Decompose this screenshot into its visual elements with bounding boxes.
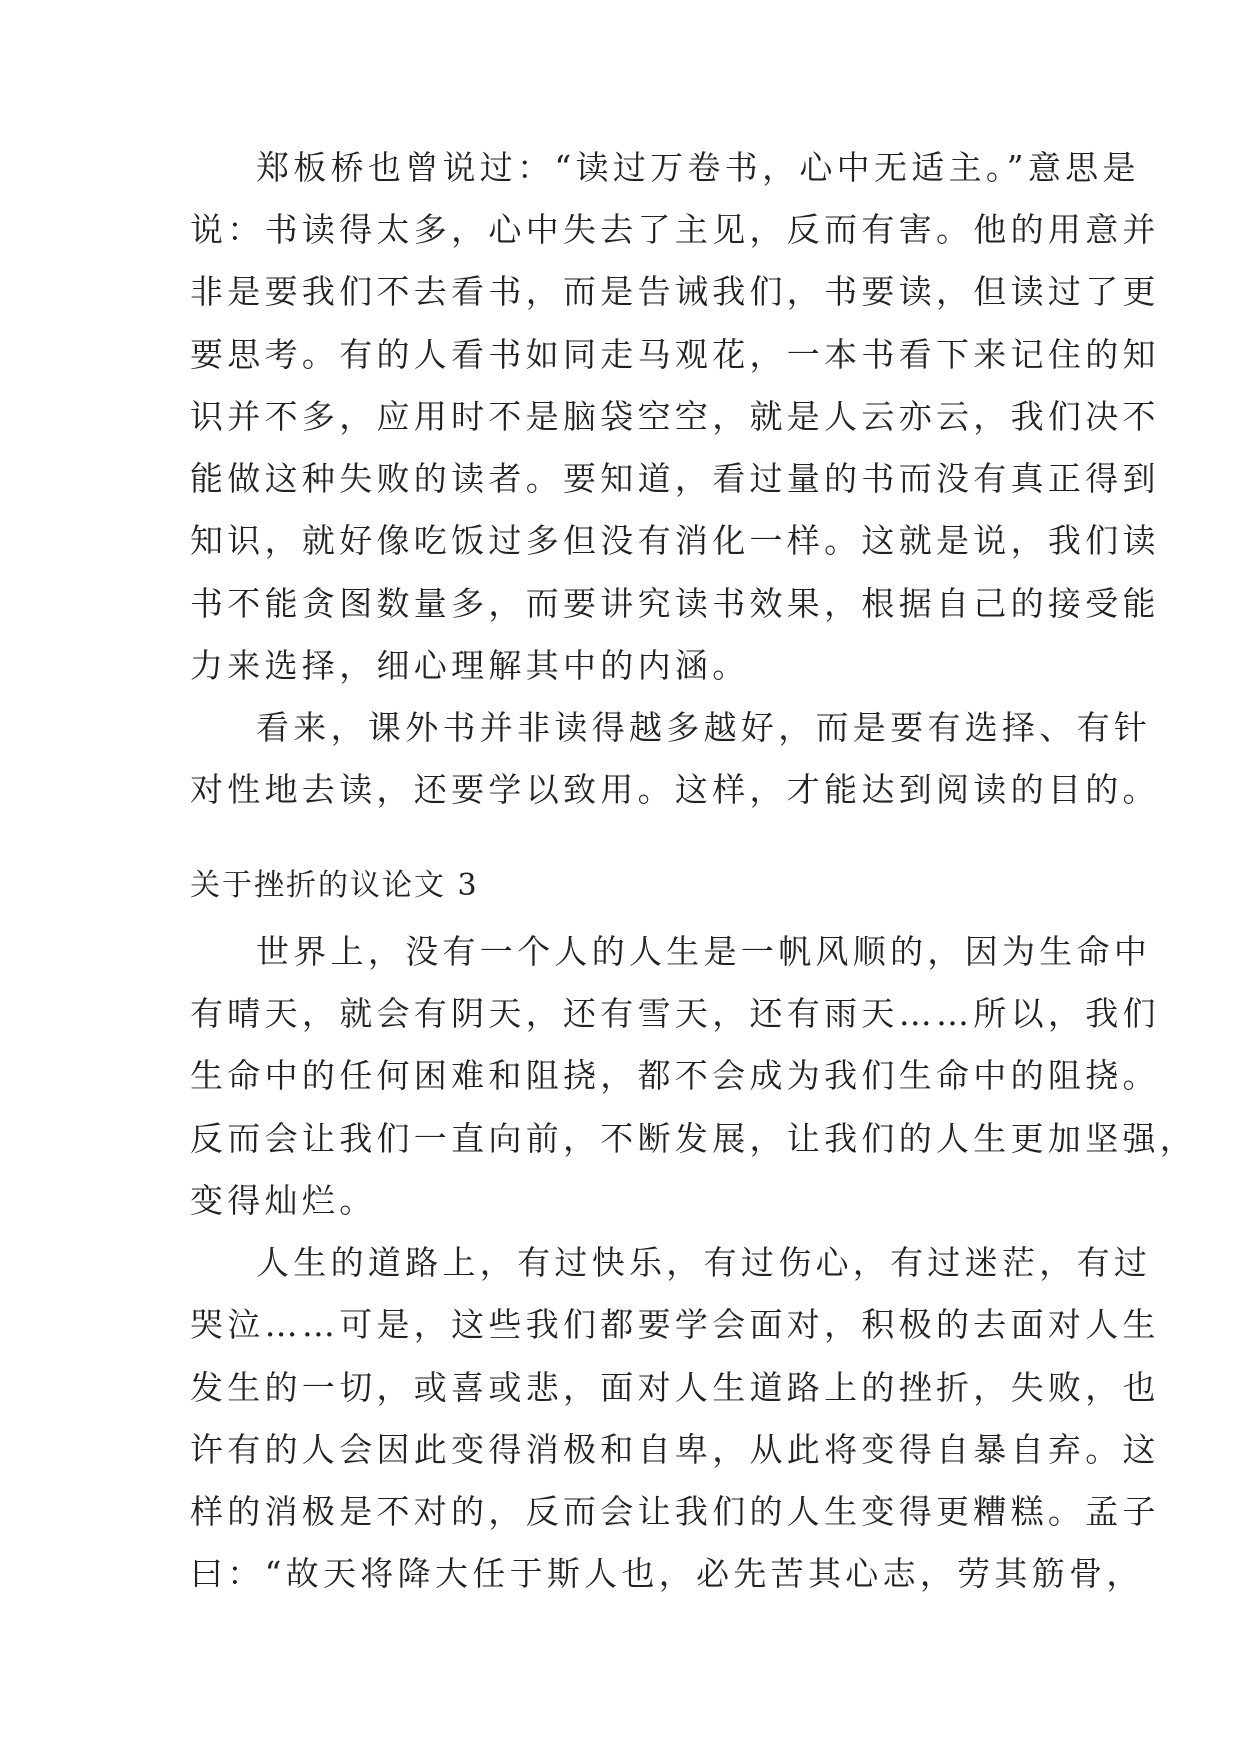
paragraph-line: 人生的道路上，有过快乐，有过伤心，有过迷茫，有过: [256, 1243, 1152, 1282]
paragraph-line: 有晴天，就会有阴天，还有雪天，还有雨天……所以，我们: [190, 994, 1160, 1033]
paragraph-line: 说：书读得太多，心中失去了主见，反而有害。他的用意并: [190, 210, 1160, 249]
paragraph-line: 样的消极是不对的，反而会让我们的人生变得更糟糕。孟子: [190, 1492, 1160, 1531]
paragraph-line: 非是要我们不去看书，而是告诫我们，书要读，但读过了更: [190, 272, 1160, 311]
paragraph-line: 曰：“故天将降大任于斯人也，必先苦其心志，劳其筋骨，: [190, 1554, 1144, 1593]
paragraph-line: 力来选择，细心理解其中的内涵。: [190, 646, 750, 685]
paragraph-line: 书不能贪图数量多，而要讲究读书效果，根据自己的接受能: [190, 584, 1160, 623]
paragraph-line: 许有的人会因此变得消极和自卑，从此将变得自暴自弃。这: [190, 1430, 1160, 1469]
paragraph-line: 变得灿烂。: [190, 1181, 377, 1220]
paragraph-line: 要思考。有的人看书如同走马观花，一本书看下来记住的知: [190, 335, 1160, 374]
paragraph-line: 反而会让我们一直向前，不断发展，让我们的人生更加坚强，: [190, 1119, 1198, 1158]
paragraph-line: 能做这种失败的读者。要知道，看过量的书而没有真正得到: [190, 459, 1160, 498]
paragraph-line: 发生的一切，或喜或悲，面对人生道路上的挫折，失败，也: [190, 1368, 1160, 1407]
paragraph-line: 知识，就好像吃饭过多但没有消化一样。这就是说，我们读: [190, 521, 1160, 560]
paragraph-line: 哭泣……可是，这些我们都要学会面对，积极的去面对人生: [190, 1305, 1160, 1344]
paragraph-line: 对性地去读，还要学以致用。这样，才能达到阅读的目的。: [190, 770, 1160, 809]
paragraph-line: 识并不多，应用时不是脑袋空空，就是人云亦云，我们决不: [190, 397, 1160, 436]
paragraph-line: 生命中的任何困难和阻挠，都不会成为我们生命中的阻挠。: [190, 1056, 1160, 1095]
paragraph-line: 世界上，没有一个人的人生是一帆风顺的，因为生命中: [256, 932, 1152, 971]
paragraph-line: 郑板桥也曾说过：“读过万卷书，心中无适主。”意思是: [256, 148, 1140, 187]
section-title: 关于挫折的议论文 3: [190, 868, 479, 903]
paragraph-line: 看来，课外书并非读得越多越好，而是要有选择、有针: [256, 708, 1152, 747]
